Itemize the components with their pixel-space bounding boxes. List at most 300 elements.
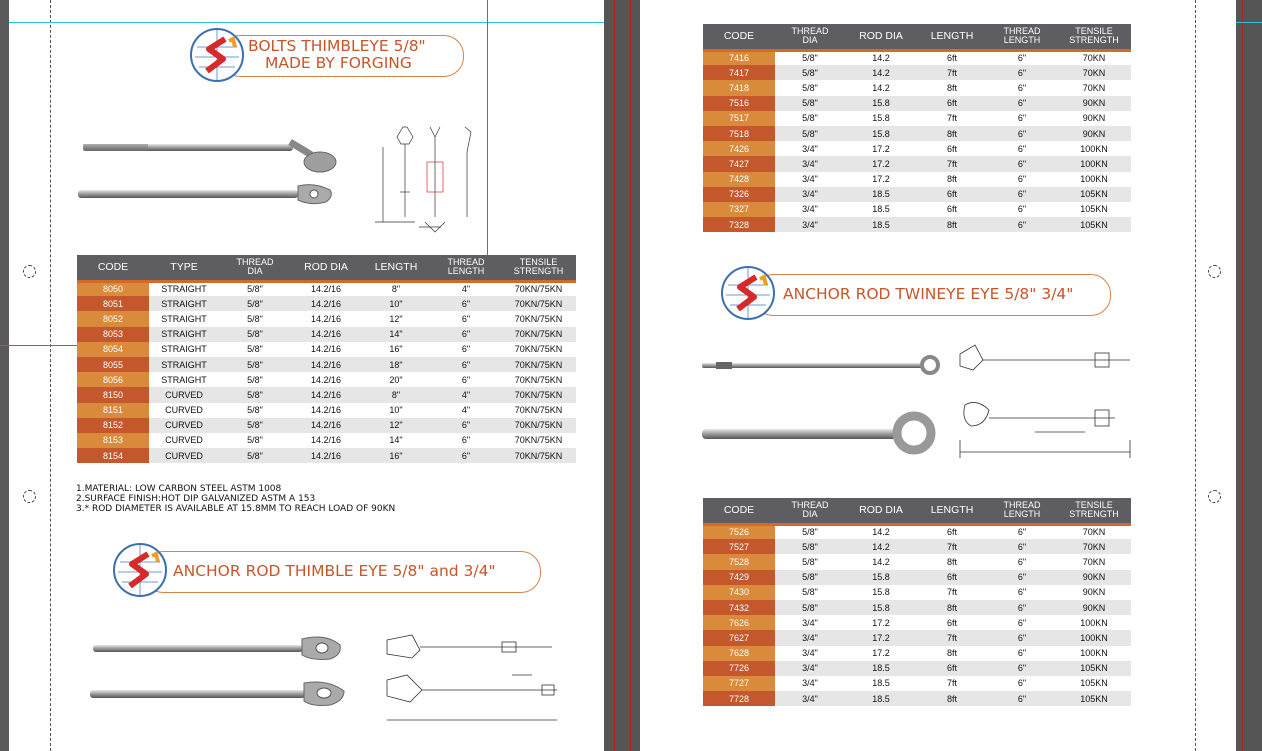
table-cell: 14.2 xyxy=(845,524,917,539)
table-cell: 5/8" xyxy=(775,50,845,65)
table-cell: 6" xyxy=(431,357,501,372)
table-cell: 6" xyxy=(431,418,501,433)
column-header: CODE xyxy=(77,255,149,281)
table-cell: 3/4" xyxy=(775,202,845,217)
product-code-cell: 8052 xyxy=(77,311,149,326)
table-cell: 6ft xyxy=(917,202,987,217)
table-cell: 14.2 xyxy=(845,539,917,554)
table-cell: 5/8" xyxy=(775,585,845,600)
table-cell: 7ft xyxy=(917,65,987,80)
table-cell: 8" xyxy=(361,281,431,296)
table-cell: 14.2/16 xyxy=(291,311,361,326)
table-cell: 6" xyxy=(987,80,1057,95)
table-row xyxy=(703,646,1131,661)
table-cell: 14.2/16 xyxy=(291,403,361,418)
table-cell: CURVED xyxy=(149,403,219,418)
table-cell: 17.2 xyxy=(845,141,917,156)
table-cell: 6" xyxy=(987,172,1057,187)
table-cell: 5/8" xyxy=(219,433,291,448)
table-cell: 6ft xyxy=(917,187,987,202)
table-cell: 15.8 xyxy=(845,570,917,585)
table-cell: 70KN/75KN xyxy=(501,403,576,418)
table-cell: 70KN xyxy=(1057,554,1131,569)
table-cell: 8ft xyxy=(917,691,987,706)
table-cell: 70KN/75KN xyxy=(501,281,576,296)
table-row xyxy=(703,80,1131,95)
table-cell: 7ft xyxy=(917,156,987,171)
table-cell: 5/8" xyxy=(775,80,845,95)
top-spec-table xyxy=(703,24,1131,232)
table-cell: 18.5 xyxy=(845,676,917,691)
table-row xyxy=(77,327,576,342)
right-red-line xyxy=(1242,0,1243,751)
product-code-cell: 7528 xyxy=(703,554,775,569)
product-code-cell: 7727 xyxy=(703,676,775,691)
table-cell: 6" xyxy=(987,65,1057,80)
table-cell: 3/4" xyxy=(775,676,845,691)
table-row xyxy=(703,50,1131,65)
table-cell: 6" xyxy=(987,630,1057,645)
note-line: 2.SURFACE FINISH:HOT DIP GALVANIZED ASTM A 153 xyxy=(76,494,316,504)
spread-gutter xyxy=(604,0,640,751)
product-code-cell: 7328 xyxy=(703,217,775,232)
table-cell: 14.2/16 xyxy=(291,357,361,372)
table-cell: 90KN xyxy=(1057,585,1131,600)
thimble-technical-drawing xyxy=(382,630,572,725)
table-cell: 15.8 xyxy=(845,96,917,111)
table-cell: 10" xyxy=(361,296,431,311)
table-cell: 6" xyxy=(987,585,1057,600)
table-cell: 18.5 xyxy=(845,661,917,676)
cyan-guide xyxy=(1236,22,1262,23)
table-cell: 6" xyxy=(987,615,1057,630)
table-header-row xyxy=(77,255,576,281)
product-code-cell: 7430 xyxy=(703,585,775,600)
table-cell: 16" xyxy=(361,342,431,357)
table-cell: 17.2 xyxy=(845,646,917,661)
table-cell: 5/8" xyxy=(219,418,291,433)
table-cell: 90KN xyxy=(1057,600,1131,615)
table-cell: CURVED xyxy=(149,448,219,463)
table-cell: 8ft xyxy=(917,80,987,95)
table-cell: 3/4" xyxy=(775,187,845,202)
table-row xyxy=(77,342,576,357)
table-cell: 6ft xyxy=(917,661,987,676)
column-header: THREAD DIA xyxy=(219,255,291,281)
product-code-cell: 8054 xyxy=(77,342,149,357)
table-cell: 6" xyxy=(431,372,501,387)
bolts-title-line2: MADE BY FORGING xyxy=(265,54,412,72)
gutter-red-line xyxy=(630,0,631,751)
table-row xyxy=(77,281,576,296)
left-margin-guide xyxy=(50,0,51,751)
table-cell: 6" xyxy=(431,311,501,326)
product-code-cell: 7516 xyxy=(703,96,775,111)
table-cell: 6" xyxy=(987,661,1057,676)
table-row xyxy=(703,96,1131,111)
table-row xyxy=(703,570,1131,585)
table-cell: 3/4" xyxy=(775,615,845,630)
table-cell: 6" xyxy=(987,126,1057,141)
table-cell: 5/8" xyxy=(775,524,845,539)
table-cell: 6" xyxy=(987,141,1057,156)
table-cell: CURVED xyxy=(149,387,219,402)
table-cell: STRAIGHT xyxy=(149,281,219,296)
table-row xyxy=(703,615,1131,630)
column-header: TENSILE STRENGTH xyxy=(1057,24,1131,50)
table-header-row xyxy=(703,24,1131,50)
table-cell: 70KN xyxy=(1057,50,1131,65)
table-cell: 6" xyxy=(987,646,1057,661)
table-cell: 6" xyxy=(987,187,1057,202)
table-cell: 14.2/16 xyxy=(291,448,361,463)
table-row xyxy=(77,403,576,418)
table-cell: 14.2/16 xyxy=(291,387,361,402)
table-cell: 70KN/75KN xyxy=(501,357,576,372)
canvas-right-strip xyxy=(1236,0,1262,751)
column-header: ROD DIA xyxy=(845,498,917,524)
product-code-cell: 7417 xyxy=(703,65,775,80)
table-cell: 6ft xyxy=(917,615,987,630)
table-cell: 3/4" xyxy=(775,172,845,187)
table-cell: 5/8" xyxy=(219,357,291,372)
table-cell: 17.2 xyxy=(845,172,917,187)
product-code-cell: 8150 xyxy=(77,387,149,402)
table-cell: 5/8" xyxy=(775,539,845,554)
table-cell: STRAIGHT xyxy=(149,296,219,311)
product-code-cell: 8153 xyxy=(77,433,149,448)
bolt-thimbleye-photo xyxy=(78,120,348,220)
table-cell: 6ft xyxy=(917,524,987,539)
column-header: THREAD LENGTH xyxy=(431,255,501,281)
note-line: 3.* ROD DIAMETER IS AVAILABLE AT 15.8MM TO REACH LOAD OF 90KN xyxy=(76,504,396,514)
table-cell: 105KN xyxy=(1057,661,1131,676)
table-row xyxy=(703,585,1131,600)
table-cell: 14.2/16 xyxy=(291,327,361,342)
thimble-eye-rod-photo xyxy=(90,625,360,715)
product-code-cell: 7518 xyxy=(703,126,775,141)
table-cell: 70KN/75KN xyxy=(501,311,576,326)
table-cell: 90KN xyxy=(1057,96,1131,111)
table-cell: 15.8 xyxy=(845,600,917,615)
table-cell: 17.2 xyxy=(845,630,917,645)
material-notes xyxy=(76,484,395,514)
product-code-cell: 8051 xyxy=(77,296,149,311)
table-cell: 8" xyxy=(361,387,431,402)
table-cell: 6" xyxy=(431,433,501,448)
table-row xyxy=(703,141,1131,156)
table-header-row xyxy=(703,498,1131,524)
table-row xyxy=(703,676,1131,691)
table-cell: 6" xyxy=(987,111,1057,126)
column-header: THREAD LENGTH xyxy=(987,24,1057,50)
company-logo-icon xyxy=(720,265,776,321)
table-cell: 5/8" xyxy=(219,403,291,418)
product-code-cell: 7526 xyxy=(703,524,775,539)
table-cell: 90KN xyxy=(1057,570,1131,585)
table-cell: 18.5 xyxy=(845,217,917,232)
product-code-cell: 8152 xyxy=(77,418,149,433)
table-cell: 14.2 xyxy=(845,50,917,65)
table-cell: 5/8" xyxy=(219,448,291,463)
table-row xyxy=(703,172,1131,187)
table-cell: 5/8" xyxy=(219,372,291,387)
table-cell: 15.8 xyxy=(845,585,917,600)
table-cell: 14.2/16 xyxy=(291,433,361,448)
table-cell: 70KN xyxy=(1057,65,1131,80)
product-code-cell: 8055 xyxy=(77,357,149,372)
table-cell: STRAIGHT xyxy=(149,342,219,357)
table-cell: 17.2 xyxy=(845,156,917,171)
table-row xyxy=(703,554,1131,569)
twineye-technical-drawing xyxy=(955,340,1135,465)
table-cell: 6ft xyxy=(917,96,987,111)
table-cell: 14.2/16 xyxy=(291,296,361,311)
table-row xyxy=(77,357,576,372)
table-cell: 6" xyxy=(987,156,1057,171)
column-header: CODE xyxy=(703,498,775,524)
thimble-title: ANCHOR ROD THIMBLE EYE 5/8" and 3/4" xyxy=(173,562,496,580)
table-row xyxy=(703,217,1131,232)
table-cell: CURVED xyxy=(149,418,219,433)
twineye-title: ANCHOR ROD TWINEYE EYE 5/8" 3/4" xyxy=(783,285,1074,303)
table-cell: 105KN xyxy=(1057,676,1131,691)
table-cell: 70KN/75KN xyxy=(501,387,576,402)
table-cell: 5/8" xyxy=(219,327,291,342)
table-cell: 18.5 xyxy=(845,691,917,706)
table-cell: 5/8" xyxy=(775,554,845,569)
product-code-cell: 7416 xyxy=(703,50,775,65)
table-cell: 15.8 xyxy=(845,111,917,126)
cyan-guide xyxy=(9,22,604,23)
bolts-spec-table xyxy=(77,255,576,463)
column-header: LENGTH xyxy=(917,24,987,50)
registration-mark-icon xyxy=(1208,265,1221,278)
table-cell: 105KN xyxy=(1057,187,1131,202)
table-row xyxy=(703,691,1131,706)
table-cell: 6" xyxy=(987,96,1057,111)
table-cell: 4" xyxy=(431,403,501,418)
table-cell: 12" xyxy=(361,418,431,433)
registration-mark-icon xyxy=(1208,490,1221,503)
table-cell: 7ft xyxy=(917,630,987,645)
table-cell: 8ft xyxy=(917,126,987,141)
table-cell: 5/8" xyxy=(219,281,291,296)
twineye-rod-photo xyxy=(702,345,947,455)
table-cell: 70KN/75KN xyxy=(501,418,576,433)
table-cell: 105KN xyxy=(1057,217,1131,232)
product-code-cell: 8050 xyxy=(77,281,149,296)
table-cell: 14.2/16 xyxy=(291,281,361,296)
table-cell: 5/8" xyxy=(775,65,845,80)
table-row xyxy=(77,387,576,402)
table-cell: 100KN xyxy=(1057,630,1131,645)
table-cell: 14.2/16 xyxy=(291,342,361,357)
product-code-cell: 7426 xyxy=(703,141,775,156)
table-cell: 6" xyxy=(987,600,1057,615)
table-cell: 14.2 xyxy=(845,554,917,569)
table-cell: 105KN xyxy=(1057,691,1131,706)
table-cell: 5/8" xyxy=(775,111,845,126)
table-cell: 18.5 xyxy=(845,187,917,202)
table-cell: 3/4" xyxy=(775,217,845,232)
table-cell: 3/4" xyxy=(775,661,845,676)
table-cell: 6" xyxy=(431,448,501,463)
table-row xyxy=(703,126,1131,141)
column-header: TYPE xyxy=(149,255,219,281)
table-row xyxy=(703,65,1131,80)
table-cell: 7ft xyxy=(917,539,987,554)
column-header: TENSILE STRENGTH xyxy=(501,255,576,281)
table-cell: 20" xyxy=(361,372,431,387)
column-header: LENGTH xyxy=(361,255,431,281)
table-cell: 5/8" xyxy=(775,570,845,585)
table-cell: 6" xyxy=(431,327,501,342)
table-cell: 70KN/75KN xyxy=(501,448,576,463)
column-header: THREAD LENGTH xyxy=(987,498,1057,524)
table-cell: 16" xyxy=(361,448,431,463)
table-cell: 14.2 xyxy=(845,65,917,80)
table-cell: 6" xyxy=(987,570,1057,585)
table-cell: 6" xyxy=(987,539,1057,554)
table-cell: 100KN xyxy=(1057,172,1131,187)
table-cell: 70KN/75KN xyxy=(501,433,576,448)
table-cell: STRAIGHT xyxy=(149,327,219,342)
table-cell: 18.5 xyxy=(845,202,917,217)
table-cell: CURVED xyxy=(149,433,219,448)
company-logo-icon xyxy=(189,27,245,83)
table-cell: 5/8" xyxy=(219,311,291,326)
table-row xyxy=(77,448,576,463)
table-cell: STRAIGHT xyxy=(149,357,219,372)
table-cell: 5/8" xyxy=(219,342,291,357)
table-cell: 70KN xyxy=(1057,524,1131,539)
product-code-cell: 7432 xyxy=(703,600,775,615)
table-row xyxy=(703,187,1131,202)
table-cell: 8ft xyxy=(917,600,987,615)
table-cell: 6" xyxy=(431,342,501,357)
bolt-technical-drawing xyxy=(375,122,495,237)
table-cell: 6" xyxy=(431,296,501,311)
table-cell: 4" xyxy=(431,387,501,402)
table-cell: 70KN/75KN xyxy=(501,296,576,311)
table-cell: 6" xyxy=(987,524,1057,539)
gutter-red-line xyxy=(614,0,615,751)
table-cell: 70KN xyxy=(1057,539,1131,554)
table-cell: 100KN xyxy=(1057,141,1131,156)
table-cell: 3/4" xyxy=(775,141,845,156)
column-header: THREAD DIA xyxy=(775,498,845,524)
product-code-cell: 7427 xyxy=(703,156,775,171)
table-cell: 3/4" xyxy=(775,630,845,645)
table-cell: 90KN xyxy=(1057,111,1131,126)
product-code-cell: 7326 xyxy=(703,187,775,202)
registration-mark-icon xyxy=(23,490,36,503)
table-cell: 14.2/16 xyxy=(291,418,361,433)
column-header: ROD DIA xyxy=(845,24,917,50)
table-cell: 90KN xyxy=(1057,126,1131,141)
table-cell: 5/8" xyxy=(219,387,291,402)
column-header: THREAD DIA xyxy=(775,24,845,50)
product-code-cell: 8151 xyxy=(77,403,149,418)
table-cell: 5/8" xyxy=(775,96,845,111)
table-cell: 14" xyxy=(361,327,431,342)
table-cell: 3/4" xyxy=(775,691,845,706)
table-row xyxy=(703,630,1131,645)
table-cell: 6" xyxy=(987,691,1057,706)
table-cell: 70KN/75KN xyxy=(501,372,576,387)
table-cell: 5/8" xyxy=(775,600,845,615)
bottom-spec-table xyxy=(703,498,1131,706)
table-cell: 6" xyxy=(987,50,1057,65)
table-cell: 7ft xyxy=(917,676,987,691)
column-header: LENGTH xyxy=(917,498,987,524)
registration-mark-icon xyxy=(23,265,36,278)
table-cell: 100KN xyxy=(1057,615,1131,630)
table-cell: 4" xyxy=(431,281,501,296)
table-cell: 8ft xyxy=(917,217,987,232)
table-cell: 105KN xyxy=(1057,202,1131,217)
table-cell: 6" xyxy=(987,202,1057,217)
table-cell: 8ft xyxy=(917,172,987,187)
table-row xyxy=(703,156,1131,171)
table-cell: 5/8" xyxy=(219,296,291,311)
right-margin-guide xyxy=(1195,0,1196,751)
table-cell: 18" xyxy=(361,357,431,372)
product-code-cell: 7327 xyxy=(703,202,775,217)
product-code-cell: 7527 xyxy=(703,539,775,554)
product-code-cell: 7627 xyxy=(703,630,775,645)
table-cell: 6ft xyxy=(917,141,987,156)
table-cell: 5/8" xyxy=(775,126,845,141)
table-cell: 6ft xyxy=(917,570,987,585)
table-cell: 70KN/75KN xyxy=(501,327,576,342)
product-code-cell: 8056 xyxy=(77,372,149,387)
table-cell: 10" xyxy=(361,403,431,418)
table-row xyxy=(703,539,1131,554)
product-code-cell: 7628 xyxy=(703,646,775,661)
table-cell: 3/4" xyxy=(775,646,845,661)
product-code-cell: 7626 xyxy=(703,615,775,630)
table-cell: 6ft xyxy=(917,50,987,65)
company-logo-icon xyxy=(112,542,168,598)
table-cell: 7ft xyxy=(917,111,987,126)
column-header: TENSILE STRENGTH xyxy=(1057,498,1131,524)
table-row xyxy=(77,372,576,387)
table-cell: STRAIGHT xyxy=(149,311,219,326)
table-cell: 70KN xyxy=(1057,80,1131,95)
table-cell: 6" xyxy=(987,554,1057,569)
table-cell: 14.2/16 xyxy=(291,372,361,387)
table-row xyxy=(703,202,1131,217)
product-code-cell: 7428 xyxy=(703,172,775,187)
table-row xyxy=(77,433,576,448)
table-row xyxy=(77,311,576,326)
product-code-cell: 7728 xyxy=(703,691,775,706)
table-cell: 14.2 xyxy=(845,80,917,95)
column-header: ROD DIA xyxy=(291,255,361,281)
table-row xyxy=(703,661,1131,676)
table-cell: STRAIGHT xyxy=(149,372,219,387)
table-cell: 14" xyxy=(361,433,431,448)
table-row xyxy=(77,296,576,311)
note-line: 1.MATERIAL: LOW CARBON STEEL ASTM 1008 xyxy=(76,484,282,494)
table-cell: 15.8 xyxy=(845,126,917,141)
table-cell: 6" xyxy=(987,676,1057,691)
table-row xyxy=(703,111,1131,126)
column-header: CODE xyxy=(703,24,775,50)
table-row xyxy=(703,524,1131,539)
